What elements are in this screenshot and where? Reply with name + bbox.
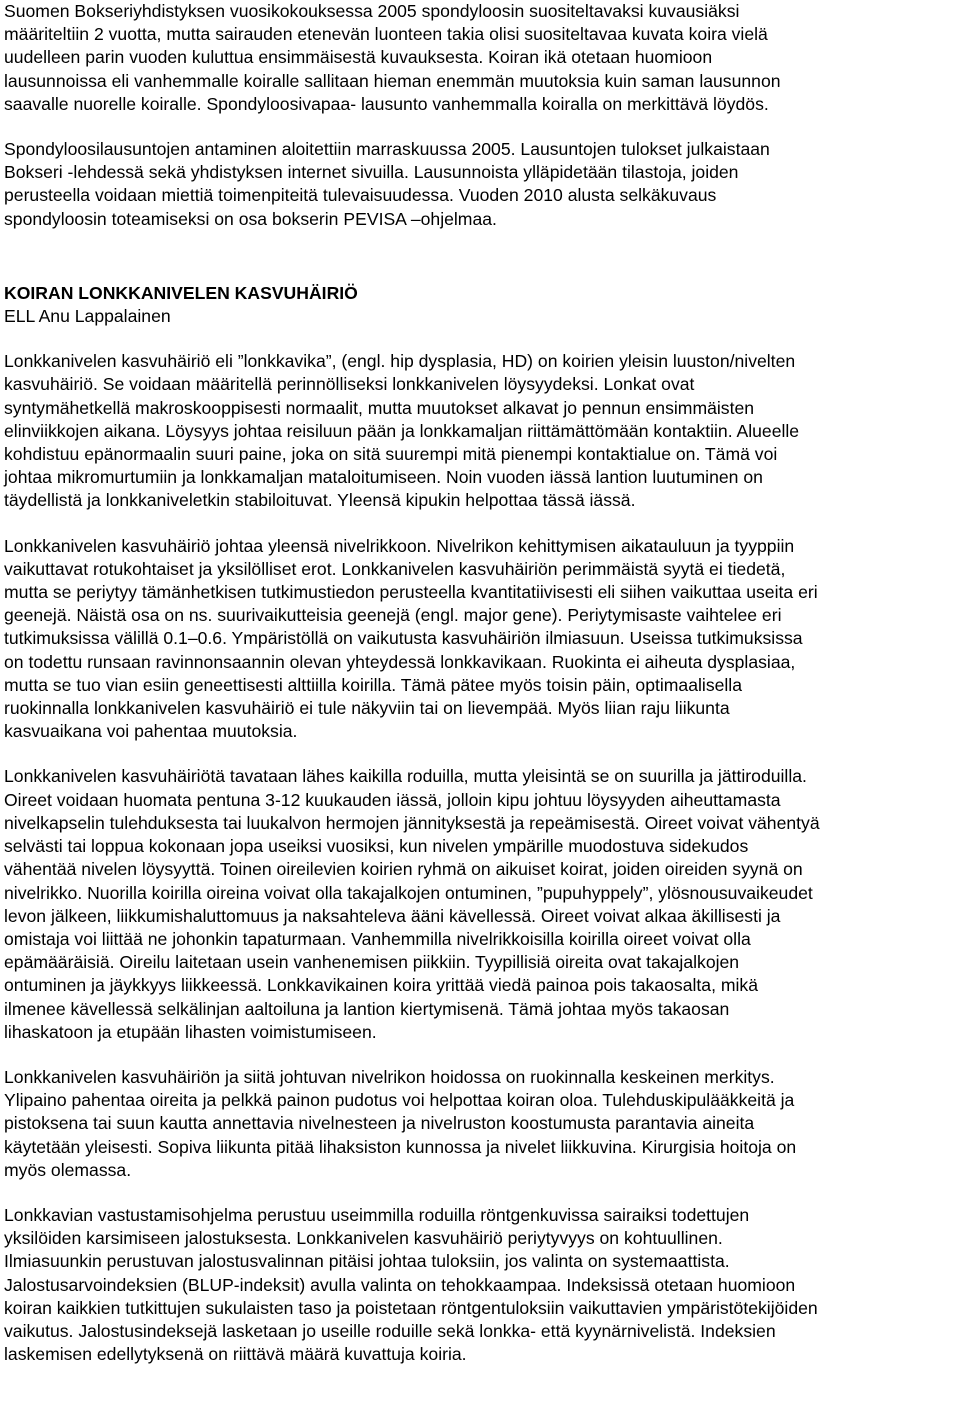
article-author: ELL Anu Lappalainen — [4, 306, 171, 327]
paragraph-hip-dysplasia-heredity: Lonkkanivelen kasvuhäiriö johtaa yleensä nivelrikkoon. Nivelrikon kehittymisen aikatauluun ja tyyppiin vaikuttavat rotukohtaiset ja yksilölliset erot. Lonkkanivelen kasvuhäiriön perimmäistä syytä ei tiedetä, mutta se periytyy tämänhetkisen tutkimustiedon perusteella kvantitatiivisesti eli siihen vaikuttaa useita eri geenejä. Näistä osa on ns. suurivaikutteisia geenejä (engl. major gene). Periytymisaste vaihtelee eri tutkimuksissa välillä 0.1–0.6. Ympäristöllä on vaikutusta kasvuhäiriön ilmiasuun. Useissa tutkimuksissa on todettu runsaan ravinnonsaannin olevan yhteydessä lonkkavikaan. Ruokinta ei aiheuta dysplasiaa, mutta se tuo vian esiin geneettisesti alttiilla koirilla. Tämä pätee myös toisin päin, optimaalisella ruokinnalla lonkkanivelen kasvuhäiriö ei tule näkyviin tai on lievempää. Myös liian raju liikunta kasvuaikana voi pahentaa muutoksia. — [4, 535, 818, 742]
article-title: KOIRAN LONKKANIVELEN KASVUHÄIRIÖ — [4, 282, 358, 303]
article-heading — [4, 282, 956, 328]
paragraph-spondylosis-age: Suomen Bokseriyhdistyksen vuosikokouksessa 2005 spondyloosin suositeltavaksi kuvausiäksi määriteltiin 2 vuotta, mutta sairauden etenevän luonteen takia olisi suositeltavaa kuvata koira vielä uudelleen parin vuoden kuluttua ensimmäisestä kuvauksesta. Koiran ikä otetaan huomioon lausunnoissa eli vanhemmalle koiralle sallitaan hieman enemmän muutoksia kuin saman lausunnon saavalle nuorelle koiralle. Spondyloosivapaa- lausunto vanhemmalla koiralla on merkittävä löydös. — [4, 1, 781, 114]
paragraph-hip-dysplasia-definition: Lonkkanivelen kasvuhäiriö eli ”lonkkavika”, (engl. hip dysplasia, HD) on koirien yleisin luuston/nivelten kasvuhäiriö. Se voidaan määritellä perinnölliseksi lonkkanivelen löysyydeksi. Lonkat ovat syntymähetkellä makroskooppisesti normaalit, mutta muutokset alkavat jo pennun ensimmäisten elinviikkojen aikana. Löysyys johtaa reisiluun pään ja lonkkamaljan riittämättömään kontaktiin. Alueelle kohdistuu epänormaalin suuri paine, joka on sitä suurempi mitä pienempi kontaktialue on. Tämä voi johtaa mikromurtumiin ja lonkkamaljan mataloitumiseen. Noin vuoden iässä lantion luutuminen on täydellistä ja lonkkaniveletkin stabiloituvat. Yleensä kipukin helpottaa tässä iässä. — [4, 351, 800, 511]
paragraph-hip-dysplasia-breeding: Lonkkavian vastustamisohjelma perustuu useimmilla roduilla röntgenkuvissa sairaiksi todettujen yksilöiden karsimiseen jalostuksesta. Lonkkanivelen kasvuhäiriö periytyvyys on kohtuullinen. Ilmiasuunkin perustuvan jalostusvalinnan pitäisi johtaa tuloksiin, jos valinta on systemaattista. Jalostusarvoindeksien (BLUP-indeksit) avulla valinta on tehokkaampaa. Indeksissä otetaan huomioon koiran kaikkien tutkittujen sukulaisten taso ja poistetaan röntgentuloksiin vaikuttavien ympäristötekijöiden vaikutus. Jalostusindeksejä lasketaan jo useille roduille sekä lonkka- että kyynärnivelistä. Indeksien laskemisen edellytyksenä on riittävä määrä kuvattuja koiria. — [4, 1204, 818, 1365]
document-page — [4, 0, 956, 1366]
paragraph-hip-dysplasia-symptoms: Lonkkanivelen kasvuhäiriötä tavataan lähes kaikilla roduilla, mutta yleisintä se on suurilla ja jättiroduilla. Oireet voidaan huomata pentuna 3-12 kuukauden iässä, jolloin kipu johtuu löysyyden aiheuttamasta nivelkapselin tulehduksesta tai luukalvon hermojen jännityksestä ja repeämisestä. Oireet voivat vähentyä selvästi tai loppua kokonaan jopa useiksi vuosiksi, kun nivelen ympärille muodostuva sidekudos vähentää nivelen löysyyttä. Toinen oireilevien koirien ryhmä on aikuiset koirat, joiden oireiden syynä on nivelrikko. Nuorilla koirilla oireina voivat olla takajalkojen ontuminen, ”pupuhyppely”, ylösnousuvaikeudet levon jälkeen, liikkumishaluttomuus ja naksahteleva ääni kävellessä. Oireet voivat alkaa äkillisesti ja omistaja voi liittää ne johonkin tapaturmaan. Vanhemmilla nivelrikkoisilla koirilla oireet voivat olla epämääräisiä. Oireilu laitetaan usein vanhenemisen piikkiin. Tyypillisiä oireita ovat takajalkojen ontuminen ja jäykkyys liikkeessä. Lonkkavikainen koira yrittää viedä painoa pois takaosalta, mikä ilmenee kävellessä selkälinjan aaltoiluna ja lantion kiertymisenä. Tämä johtaa myös takaosan lihaskatoon ja etupään lihasten voimistumiseen. — [4, 766, 820, 1042]
paragraph-hip-dysplasia-treatment: Lonkkanivelen kasvuhäiriön ja siitä johtuvan nivelrikon hoidossa on ruokinnalla keskeinen merkitys. Ylipaino pahentaa oireita ja pelkkä painon pudotus voi helpottaa koiran oloa. Tulehduskipulääkkeitä ja pistoksena tai suun kautta annettavia nivelnesteen ja nivelruston koostumusta parantavia aineita käytetään yleisesti. Sopiva liikunta pitää lihaksiston kunnossa ja nivelet liikkuvina. Kirurgisia hoitoja on myös olemassa. — [4, 1066, 797, 1180]
paragraph-spondylosis-statements: Spondyloosilausuntojen antaminen aloitettiin marraskuussa 2005. Lausuntojen tulokset julkaistaan Bokseri -lehdessä sekä yhdistyksen internet sivuilla. Lausunnoista ylläpidetään tilastoja, joiden perusteella voidaan miettiä toimenpiteitä tulevaisuudessa. Vuoden 2010 alusta selkäkuvaus spondyloosin toteamiseksi on osa bokserin PEVISA –ohjelmaa. — [4, 139, 770, 229]
